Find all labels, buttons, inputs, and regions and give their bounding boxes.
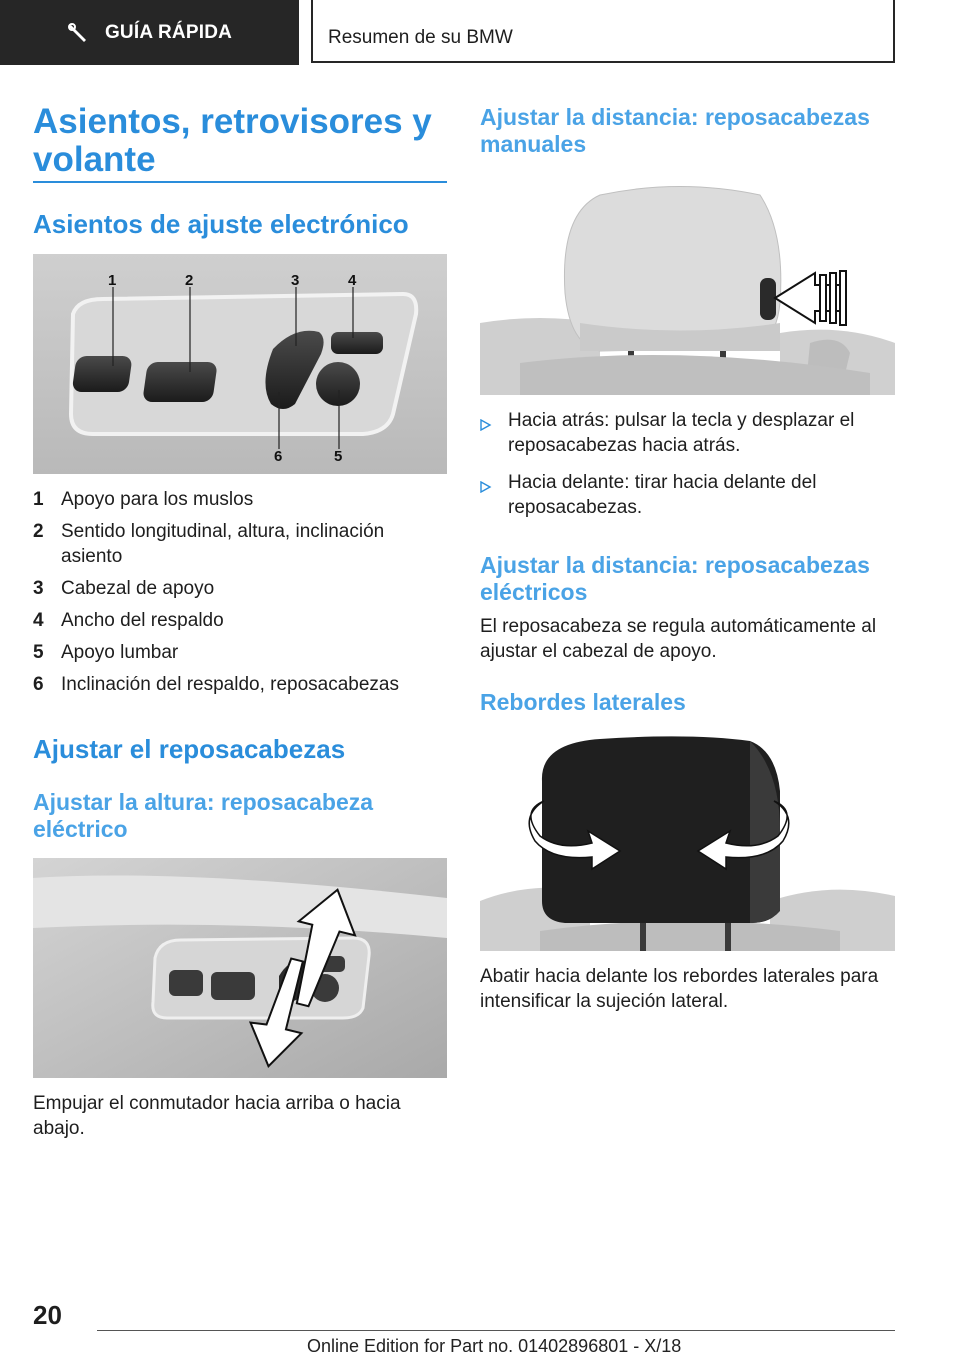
tab-section[interactable] bbox=[311, 0, 895, 63]
footer-rule bbox=[97, 1330, 895, 1331]
callout-5: 5 bbox=[334, 448, 343, 465]
page-number: 20 bbox=[33, 1300, 62, 1330]
triangle-bullet-icon bbox=[480, 470, 508, 520]
tab-quick-label: GUÍA RÁPIDA bbox=[104, 21, 233, 43]
heading-electric-seats: Asientos de ajuste electrónico bbox=[33, 209, 409, 239]
wrench-icon bbox=[67, 22, 89, 44]
list-item: Hacia delante: tirar hacia delante del reposacabezas. bbox=[480, 470, 895, 520]
legend-item: 5 Apoyo lumbar bbox=[33, 642, 179, 663]
title-rule bbox=[33, 181, 447, 183]
heading-distance-electric: Ajustar la distancia: reposacabezas eléctricos bbox=[480, 552, 870, 605]
callout-3: 3 bbox=[291, 272, 300, 289]
heading-side-bolsters: Rebordes laterales bbox=[480, 689, 686, 715]
callout-4: 4 bbox=[348, 272, 357, 289]
height-switch-figure bbox=[33, 858, 447, 1078]
list-item: Hacia atrás: pulsar la tecla y desplazar el reposacabezas hacia atrás. bbox=[480, 408, 895, 458]
manual-headrest-figure bbox=[480, 173, 895, 395]
footer-edition: Online Edition for Part no. 01402896801 - X/18 bbox=[307, 1336, 682, 1356]
heading-distance-manual: Ajustar la distancia: reposacabezas manuales bbox=[480, 104, 870, 157]
tab-section-label: Resumen de su BMW bbox=[328, 27, 513, 48]
side-bolsters-illustration bbox=[480, 731, 895, 951]
callout-6: 6 bbox=[274, 448, 283, 465]
legend-item: 3 Cabezal de apoyo bbox=[33, 578, 215, 599]
callout-1: 1 bbox=[108, 272, 117, 289]
seat-controls-illustration bbox=[33, 254, 447, 474]
callout-2: 2 bbox=[185, 272, 194, 289]
manual-headrest-illustration bbox=[480, 173, 895, 395]
height-switch-illustration bbox=[33, 858, 447, 1078]
legend-item: 6 Inclinación del respaldo, reposacabezas bbox=[33, 674, 399, 695]
side-bolsters-figure bbox=[480, 731, 895, 951]
heading-adjust-headrest: Ajustar el reposacabezas bbox=[33, 734, 346, 764]
legend-item: 1 Apoyo para los muslos bbox=[33, 489, 254, 510]
height-instruction: Empujar el conmutador hacia arriba o hacia abajo. bbox=[33, 1093, 401, 1139]
heading-height-electric: Ajustar la altura: reposacabeza eléctrico bbox=[33, 789, 374, 842]
triangle-bullet-icon bbox=[480, 408, 508, 458]
side-bolsters-text: Abatir hacia delante los rebordes laterales para intensificar la sujeción lateral. bbox=[480, 966, 879, 1012]
legend-list bbox=[33, 487, 447, 704]
page-title: Asientos, retrovisores y volante bbox=[33, 102, 432, 179]
distance-electric-text: El reposacabeza se regula automáticamente al ajustar el cabezal de apoyo. bbox=[480, 616, 877, 662]
seat-controls-figure bbox=[33, 254, 447, 474]
manual-bullets bbox=[480, 408, 895, 532]
legend-item: 2 Sentido longitudinal, altura, inclinación asiento bbox=[33, 521, 385, 567]
tab-quick-guide[interactable] bbox=[0, 0, 299, 65]
legend-item: 4 Ancho del respaldo bbox=[33, 610, 224, 631]
